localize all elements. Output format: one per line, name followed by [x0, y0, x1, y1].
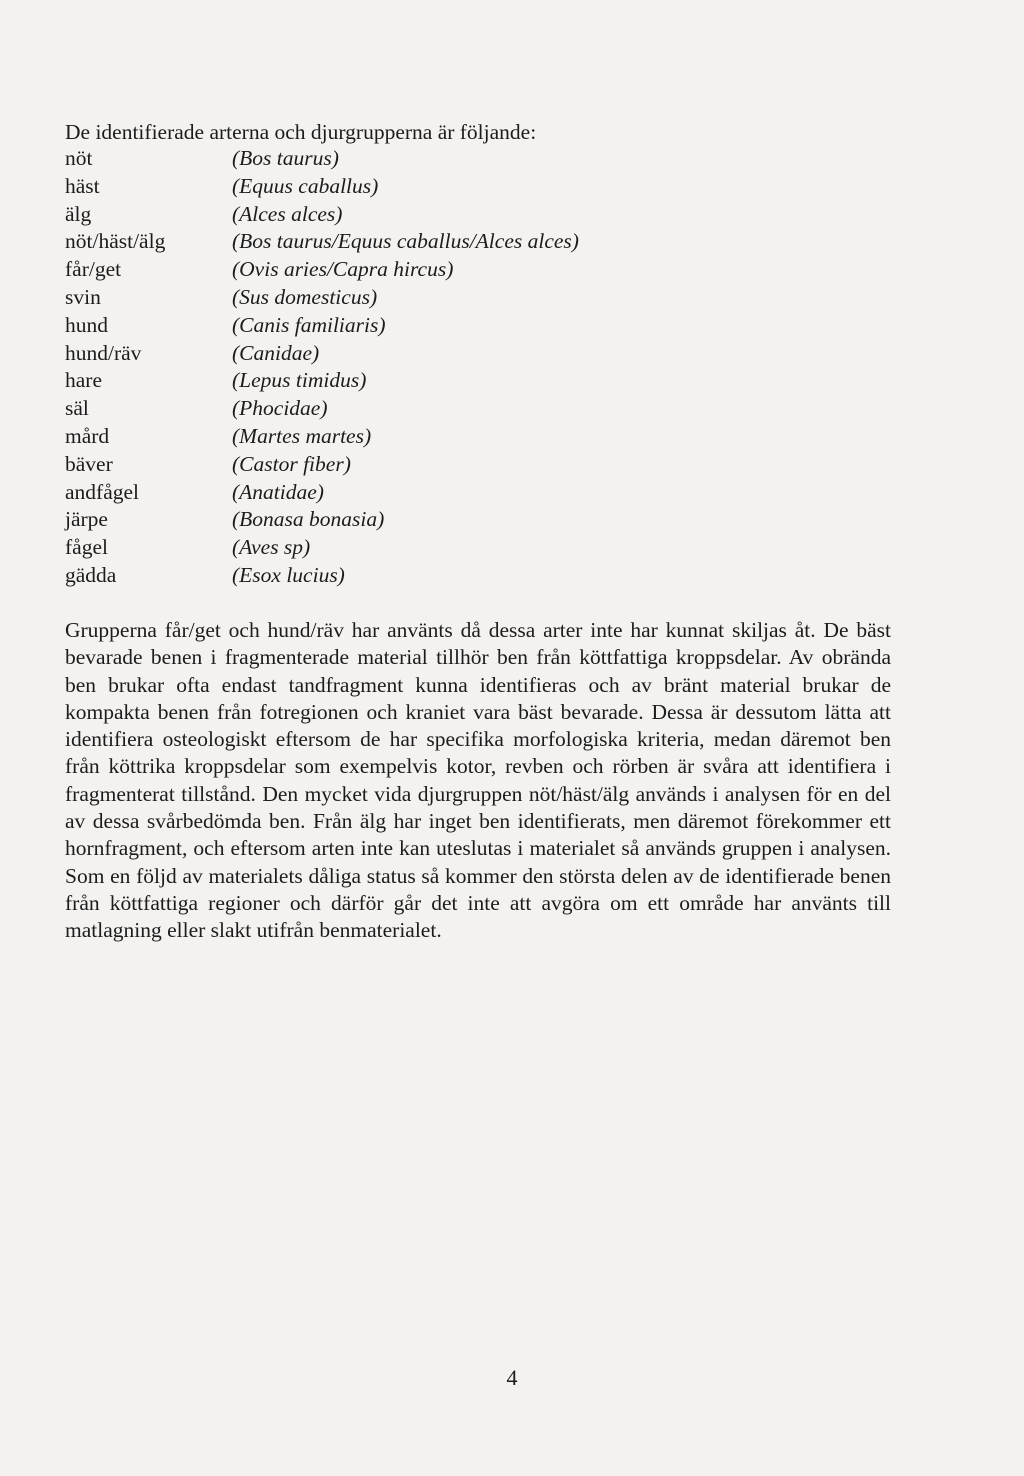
species-latin-name: (Lepus timidus) [232, 368, 367, 393]
species-latin-name: (Equus caballus) [232, 173, 379, 198]
species-common-name: svin [65, 284, 101, 309]
species-latin-name: (Phocidae) [232, 396, 328, 421]
species-latin-name: (Esox lucius) [232, 562, 345, 587]
species-latin-name: (Sus domesticus) [232, 284, 378, 309]
species-common-name: andfågel [65, 479, 140, 504]
species-latin-name: (Anatidae) [232, 479, 324, 504]
species-latin-name: (Castor fiber) [232, 451, 351, 476]
species-common-name: fågel [65, 535, 108, 560]
species-latin-name: (Bonasa bonasia) [232, 507, 385, 532]
species-common-name: nöt [65, 146, 93, 170]
species-latin-name: (Ovis aries/Capra hircus) [232, 257, 454, 282]
species-common-name: gädda [65, 562, 117, 587]
species-latin-name: (Martes martes) [232, 423, 372, 448]
species-latin-name: (Alces alces) [232, 201, 343, 226]
species-latin-name: (Canidae) [232, 340, 320, 365]
species-common-name: järpe [65, 507, 108, 532]
body-paragraph: Grupperna får/get och hund/räv har använts då dessa arter inte har kunnat skiljas åt. De bäst bevarade benen i fragmenterade material tillhör ben från köttfattiga kroppsdelar. Av obrända ben brukar ofta endast tandfragment kunna identifieras och av bränt material brukar de kompakta benen från fotregionen och kraniet vara bäst bevarade. Dessa är dessutom lätta att identifiera osteologiskt eftersom de har specifika morfologiska kriteria, medan däremot ben från köttrika kroppsdelar som exempelvis kotor, revben och rörben är svåra att identifiera i fragmenterat tillstånd. Den mycket vida djurgruppen nöt/häst/älg används i analysen för en del av dessa svårbedömda ben. Från älg har inget ben identifierats, men däremot förekommer ett hornfragment, och eftersom arten inte kan uteslutas i materialet så används gruppen i analysen. Som en följd av materialets dåliga status så kommer den största delen av de identifierade benen från köttfattiga regioner och därför går det inte att avgöra om ett område har använts till matlagning eller slakt utifrån benmaterialet. [65, 618, 891, 943]
species-common-name: får/get [65, 257, 122, 282]
species-common-name: hund [65, 312, 108, 337]
species-common-name: älg [65, 201, 92, 226]
species-latin-name: (Canis familiaris) [232, 312, 386, 337]
species-common-name: säl [65, 396, 89, 421]
species-latin-name: (Aves sp) [232, 535, 311, 560]
intro-sentence: De identifierade arterna och djurgrupperna är följande: [65, 120, 537, 144]
species-common-name: mård [65, 423, 110, 448]
species-latin-name: (Bos taurus/Equus caballus/Alces alces) [232, 229, 579, 254]
species-common-name: hund/räv [65, 340, 142, 365]
species-common-name: nöt/häst/älg [65, 229, 166, 254]
species-common-name: häst [65, 173, 100, 198]
species-common-name: hare [65, 368, 102, 393]
species-latin-name: (Bos taurus) [232, 146, 339, 170]
species-common-name: bäver [65, 451, 113, 476]
page-number: 4 [506, 1365, 518, 1390]
